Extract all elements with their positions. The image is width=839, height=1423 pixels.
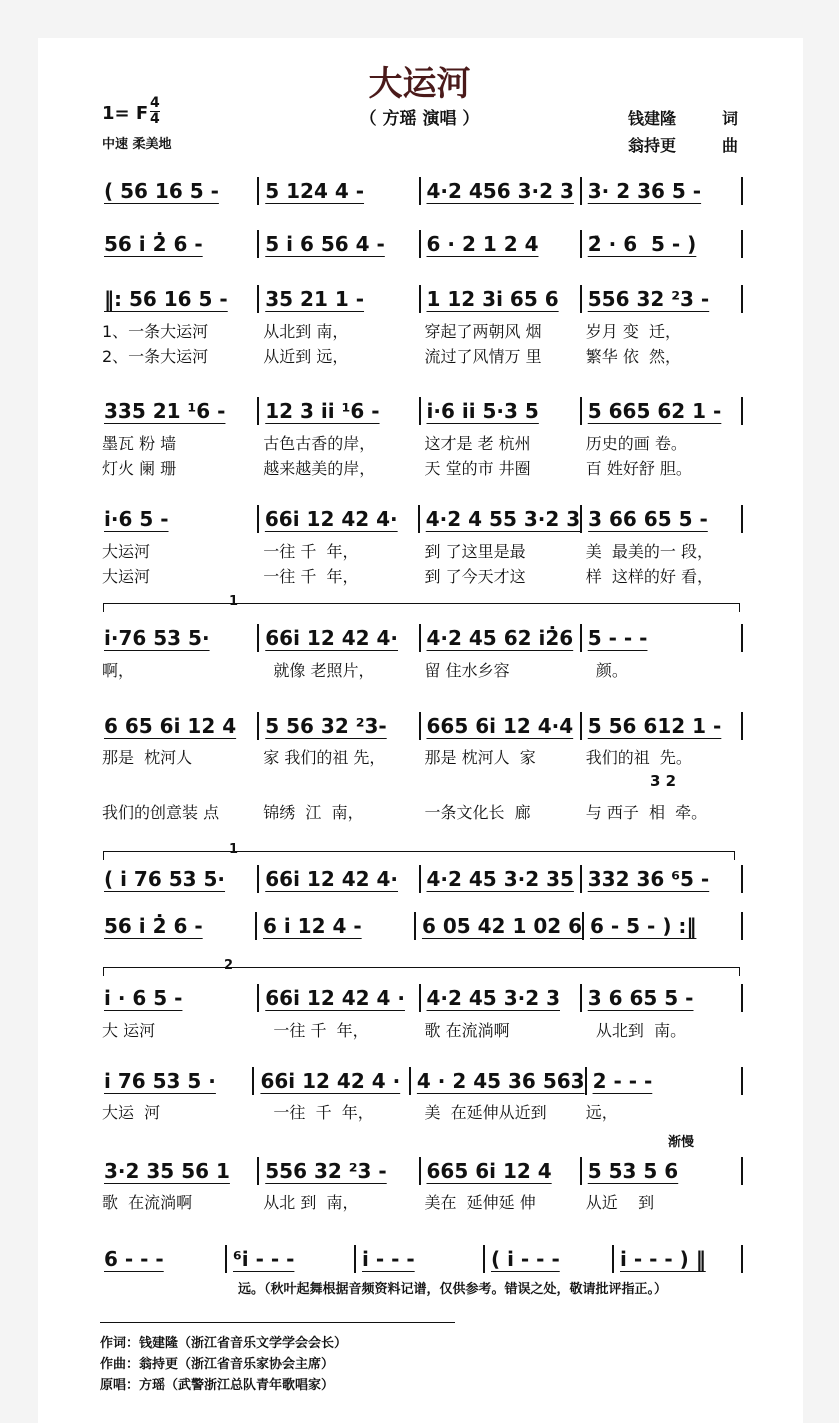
barline xyxy=(741,285,743,313)
measure: 2̇ · 6 5 - ) xyxy=(587,232,697,256)
measure: 335 21 ¹6 - xyxy=(104,399,226,423)
measure: 4·2 45 3·2 3 xyxy=(426,986,560,1010)
lyric-line xyxy=(98,539,743,561)
measure: i̇·6 5 - xyxy=(104,507,169,531)
grace-notes: 3 2 xyxy=(650,772,677,790)
measure: 6 05 42 1 02 6 xyxy=(421,914,583,938)
lyric-segment: 大运河 xyxy=(102,542,151,561)
staff-row xyxy=(98,504,743,534)
measure: 5 i̇ 6 56 4 - xyxy=(265,232,385,256)
measure: i̇·6 i̇i̇ 5·3 5 xyxy=(426,399,539,423)
measure: i̇·76 53 5· xyxy=(104,626,210,650)
measure: 2 - - - xyxy=(592,1069,653,1093)
staff-row xyxy=(98,1156,743,1186)
measure: 35 21 1 - xyxy=(265,287,365,311)
footer-lyricist: 作词：钱建隆（浙江省音乐文学学会会长） xyxy=(100,1336,348,1351)
lyric-segment: 从北 到 南， xyxy=(263,1193,359,1212)
measure: 5 56 612 1 - xyxy=(587,714,722,738)
lyric-segment: 2、一条大运河 xyxy=(102,347,209,366)
measure: 556 32 ²3 - xyxy=(587,287,710,311)
lyric-segment: 远， xyxy=(585,1103,618,1122)
lyric-line xyxy=(98,564,743,586)
lyric-segment: 从北到 南。 xyxy=(585,1021,687,1040)
measure: 5 124 4 - xyxy=(265,179,365,203)
measure: 4 · 2 45 36 563 xyxy=(416,1069,585,1093)
staff-row xyxy=(98,1066,743,1096)
measure: 6 · 2 1 2 4 xyxy=(426,232,539,256)
lyric-segment: 这才是 老 杭州 xyxy=(424,434,531,453)
measure: 6 - 5 - ) :‖ xyxy=(590,914,697,938)
key-signature: 1= F xyxy=(102,103,149,124)
barline xyxy=(741,177,743,205)
measure: 556 32 ²3 - xyxy=(265,1159,387,1183)
barline xyxy=(741,912,743,940)
measure: 332 36 ⁶5 - xyxy=(587,867,710,891)
lyric-segment: 美在 延伸延 伸 xyxy=(424,1193,536,1212)
measure: 12 3 i̇i̇ ¹6 - xyxy=(265,399,380,423)
lyric-line xyxy=(98,344,743,366)
lyric-segment: 一往 千 年， xyxy=(263,1103,374,1122)
measure: i̇ - - - xyxy=(362,1247,415,1271)
measure: 5 - - - xyxy=(587,626,648,650)
measure: 1 12 3i̇ 65 6 xyxy=(426,287,559,311)
lyric-line xyxy=(98,1190,743,1212)
lyric-segment: 越来越美的岸， xyxy=(263,459,376,478)
lyric-line xyxy=(98,1018,743,1040)
staff-row xyxy=(98,983,743,1013)
barline xyxy=(741,865,743,893)
lyric-segment: 锦绣 江 南， xyxy=(263,803,364,822)
lyric-segment: 流过了风情万 里 xyxy=(424,347,542,366)
lyric-segment: 到 了这里是最 xyxy=(424,542,526,561)
song-title: 大运河 xyxy=(368,64,471,104)
barline xyxy=(741,984,743,1012)
lyric-segment: 从北到 南， xyxy=(263,322,349,341)
measure: 4·2 4 55 3·2 3 xyxy=(425,507,581,531)
lyric-segment: 颜。 xyxy=(585,661,628,680)
measure: 56 i̇ 2̇ 6 - xyxy=(104,232,203,256)
lyric-line xyxy=(98,319,743,341)
tempo-marking: 中速 柔美地 xyxy=(102,137,172,152)
staff-row xyxy=(98,1244,743,1274)
staff-row xyxy=(98,396,743,426)
staff-row xyxy=(98,711,743,741)
lyric-segment: 留 住水乡容 xyxy=(424,661,510,680)
lyric-segment: 穿起了两朝风 烟 xyxy=(424,322,542,341)
measure: 66i̇ 12 42 4 · xyxy=(260,1069,401,1093)
lyric-segment: 到 了今天才这 xyxy=(424,567,526,586)
lyric-segment: 历史的画 卷。 xyxy=(585,434,687,453)
staff-row xyxy=(98,864,743,894)
lyric-line xyxy=(98,456,743,478)
footer-composer: 作曲：翁持更（浙江省音乐家协会主席） xyxy=(100,1357,335,1372)
lyric-segment: 天 堂的市 井圈 xyxy=(424,459,531,478)
measure: 5 56 32 ²3- xyxy=(265,714,387,738)
staff-row xyxy=(98,911,743,941)
measure: 3· 2 36 5 - xyxy=(587,179,702,203)
measure: 5 53 5 6 xyxy=(587,1159,679,1183)
lyric-segment: 墨瓦 粉 墙 xyxy=(102,434,177,453)
lyric-line xyxy=(98,1100,743,1122)
measure: 6 i̇ 12 4 - xyxy=(262,914,362,938)
staff-row xyxy=(98,284,743,314)
lyric-segment: 啊， xyxy=(102,661,135,680)
barline xyxy=(741,1067,743,1095)
measure: 4·2 45 3·2 35 xyxy=(426,867,574,891)
measure: 4·2 456 3·2 3 xyxy=(426,179,574,203)
volta-bracket-1: 1 xyxy=(103,603,740,612)
lyric-segment: 样 这样的好 看， xyxy=(585,567,714,586)
lyric-segment: 美 在延伸从近到 xyxy=(424,1103,547,1122)
lyric-segment: 我们的创意装 点 xyxy=(102,803,220,822)
composer-credit: 翁持更 曲 xyxy=(628,136,738,155)
lyric-segment: 家 我们的祖 先， xyxy=(263,748,386,767)
lyric-segment: 就像 老照片， xyxy=(263,661,375,680)
lyric-segment: 美 最美的一 段， xyxy=(585,542,714,561)
measure: 6 65 6i̇ 12 4 xyxy=(104,714,237,738)
measure: 6 - - - xyxy=(104,1247,164,1271)
measure: ‖: 56 16 5 - xyxy=(104,287,228,311)
measure: i̇ 76 53 5 · xyxy=(104,1069,216,1093)
barline xyxy=(741,397,743,425)
staff-row xyxy=(98,176,743,206)
lyric-segment: 一往 千 年， xyxy=(263,542,359,561)
measure: i̇ · 6 5 - xyxy=(104,986,183,1010)
lyric-segment: 那是 枕河人 xyxy=(102,748,193,767)
measure: ( i̇ 76 53 5· xyxy=(104,867,226,891)
time-signature: 4 4 xyxy=(150,95,160,127)
measure: ⁶i̇ - - - xyxy=(233,1247,295,1271)
lyric-line xyxy=(230,1278,750,1300)
measure: 665 6i̇ 12 4·4 xyxy=(426,714,574,738)
lyric-segment: 岁月 变 迁， xyxy=(585,322,682,341)
lyric-segment: 古色古香的岸， xyxy=(263,434,376,453)
lyric-segment: 与 西子 相 牵。 xyxy=(585,803,708,822)
lyric-segment: 那是 枕河人 家 xyxy=(424,748,536,767)
lyricist-credit: 钱建隆 词 xyxy=(628,109,738,128)
measure: 4·2 45 62 i̇2̇6 xyxy=(426,626,574,650)
measure: 665 6i̇ 12 4 xyxy=(426,1159,552,1183)
lyric-segment: 一条文化长 廊 xyxy=(424,803,531,822)
lyric-segment: 大 运河 xyxy=(102,1021,156,1040)
lyric-segment: 灯火 阑 珊 xyxy=(102,459,177,478)
lyric-segment: 从近到 远， xyxy=(263,347,349,366)
lyric-segment: 大运 河 xyxy=(102,1103,161,1122)
lyric-segment: 百 姓好舒 胆。 xyxy=(585,459,692,478)
measure: 3 6 65 5 - xyxy=(587,986,694,1010)
lyric-segment: 一往 千 年， xyxy=(263,1021,369,1040)
lyric-line xyxy=(98,745,743,767)
measure: ( i̇ - - - xyxy=(491,1247,560,1271)
measure: ( 56 16 5 - xyxy=(104,179,219,203)
lyric-segment: 歌 在流淌啊 xyxy=(102,1193,193,1212)
ritardando-marking: 渐慢 xyxy=(668,1135,695,1150)
staff-row xyxy=(98,229,743,259)
measure: 66i̇ 12 42 4· xyxy=(264,507,398,531)
lyric-segment: 歌 在流淌啊 xyxy=(424,1021,510,1040)
footer-divider xyxy=(100,1322,455,1323)
barline xyxy=(741,1245,743,1273)
barline xyxy=(741,1157,743,1185)
volta-bracket-1b: 1 xyxy=(103,851,735,860)
measure: 56 i̇ 2̇ 6 - xyxy=(104,914,203,938)
lyric-segment: 1、一条大运河 xyxy=(102,322,209,341)
lyric-segment: 远。（秋叶起舞根据音频资料记谱，仅供参考。错误之处，敬请批评指正。） xyxy=(238,1282,668,1297)
lyric-segment: 一往 千 年， xyxy=(263,567,359,586)
measure: i̇ - - - ) ‖ xyxy=(620,1247,706,1271)
lyric-line xyxy=(98,800,743,822)
lyric-segment: 从近 到 xyxy=(585,1193,655,1212)
lyric-line xyxy=(98,658,743,680)
lyric-segment: 我们的祖 先。 xyxy=(585,748,692,767)
volta-bracket-2: 2 xyxy=(103,967,740,976)
footer-singer: 原唱：方瑶（武警浙江总队青年歌唱家） xyxy=(100,1378,335,1393)
measure: 3 66 65 5 - xyxy=(588,507,708,531)
barline xyxy=(741,230,743,258)
measure: 66i̇ 12 42 4· xyxy=(265,867,399,891)
staff-row xyxy=(98,623,743,653)
measure: 5 665 62 1 - xyxy=(587,399,722,423)
barline xyxy=(741,712,743,740)
measure: 66i̇ 12 42 4· xyxy=(265,626,399,650)
lyric-line xyxy=(98,431,743,453)
lyric-segment: 大运河 xyxy=(102,567,151,586)
barline xyxy=(741,505,743,533)
lyric-segment: 繁华 依 然， xyxy=(585,347,682,366)
singer: （ 方瑶 演唱 ） xyxy=(359,109,480,129)
measure: 3·2 35 56 1 xyxy=(104,1159,230,1183)
measure: 66i̇ 12 42 4 · xyxy=(265,986,405,1010)
barline xyxy=(741,624,743,652)
